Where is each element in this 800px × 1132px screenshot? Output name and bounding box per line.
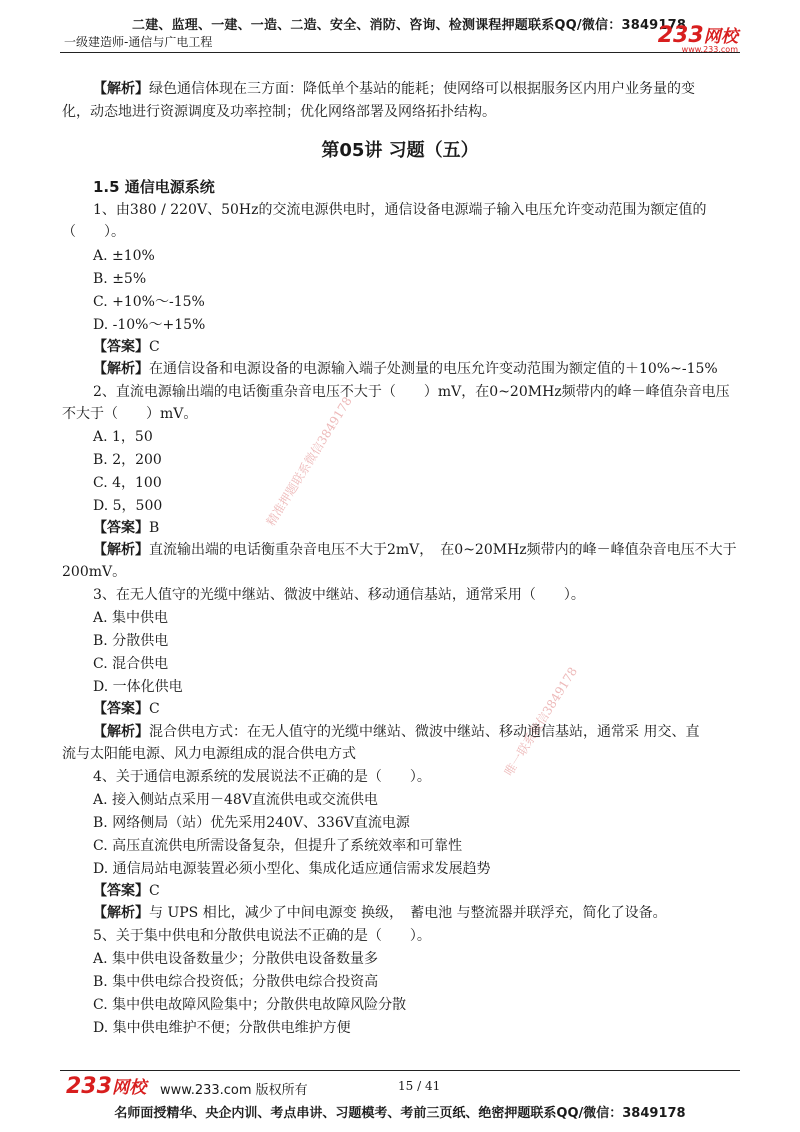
question-2-stem-cont: 不大于（ ）mV。	[62, 406, 198, 422]
question-3-option-d: D. 一体化供电	[93, 679, 183, 695]
intro-analysis-text: 绿色通信体现在三方面：降低单个基站的能耗；使网络可以根据服务区内用户业务量的变	[149, 81, 695, 97]
answer-value: C	[149, 339, 160, 355]
question-5-stem: 5、关于集中供电和分散供电说法不正确的是（ ）。	[93, 928, 431, 944]
question-1-stem: 1、由380 / 220V、50Hz的交流电源供电时，通信设备电源端子输入电压允许变动范围为额定值的	[93, 202, 707, 218]
analysis-text: 混合供电方式：在无人值守的光缆中继站、微波中继站、移动通信基站，通常采 用交、直	[149, 724, 700, 740]
footer-logo	[66, 1073, 146, 1099]
question-5-option-c: C. 集中供电故障风险集中；分散供电故障风险分散	[93, 997, 407, 1013]
question-4-option-b: B. 网络侧局（站）优先采用240V、336V直流电源	[93, 815, 410, 831]
question-1-option-b: B. ±5%	[93, 271, 147, 287]
analysis-label: 【解析】	[93, 905, 149, 921]
logo-text: 网校	[111, 1078, 147, 1098]
question-1-option-d: D. -10%～+15%	[93, 317, 206, 333]
question-1-option-c: C. +10%～-15%	[93, 294, 205, 310]
analysis-label: 【解析】	[93, 361, 149, 377]
answer-label: 【答案】	[93, 701, 149, 717]
footer-contact-line: 名师面授精华、央企内训、考点串讲、习题模考、考前三页纸、绝密押题联系QQ/微信：3849178	[114, 1106, 686, 1121]
header-contact-line: 二建、监理、一建、一造、二造、安全、消防、咨询、检测课程押题联系QQ/微信：3849178	[132, 18, 687, 33]
question-4-option-d: D. 通信局站电源装置必须小型化、集成化适应通信需求发展趋势	[93, 861, 491, 877]
logo-text: 网校	[703, 27, 738, 47]
analysis-text: 直流输出端的电话衡重杂音电压不大于2mV， 在0~20MHz频带内的峰－峰值杂音电压不大于	[149, 542, 737, 558]
question-1-analysis	[93, 359, 718, 379]
analysis-text: 在通信设备和电源设备的电源输入端子处测量的电压允许变动范围为额定值的＋10%~-15%	[149, 361, 718, 377]
question-1-option-a: A. ±10%	[93, 248, 155, 264]
question-3-answer	[93, 699, 160, 719]
answer-label: 【答案】	[93, 883, 149, 899]
logo-number: 233	[66, 1074, 112, 1099]
watermark-1: 精准押题联系微信3849178	[263, 394, 355, 529]
question-2-analysis-cont: 200mV。	[62, 564, 127, 580]
answer-value: B	[149, 520, 160, 536]
question-4-option-c: C. 高压直流供电所需设备复杂，但提升了系统效率和可靠性	[93, 838, 463, 854]
analysis-text: 与 UPS 相比，减少了中间电源变 换级， 蓄电池 与整流器并联浮充，简化了设备。	[149, 905, 667, 921]
question-2-stem: 2、直流电源输出端的电话衡重杂音电压不大于（ ）mV，在0~20MHz频带内的峰－峰值杂音电压	[93, 384, 730, 400]
question-3-option-a: A. 集中供电	[93, 610, 169, 626]
question-2-answer	[93, 518, 159, 538]
header-subject: 一级建造师-通信与广电工程	[64, 35, 213, 49]
question-2-option-c: C. 4，100	[93, 475, 162, 491]
question-1-answer	[93, 337, 160, 357]
footer-rule	[60, 1070, 740, 1071]
answer-value: C	[149, 701, 160, 717]
intro-analysis-line-2: 化，动态地进行资源调度及功率控制；优化网络部署及网络拓扑结构。	[62, 104, 496, 120]
analysis-label: 【解析】	[93, 724, 149, 740]
intro-analysis-line-1	[93, 79, 695, 99]
question-4-stem: 4、关于通信电源系统的发展说法不正确的是（ ）。	[93, 769, 431, 785]
logo-number: 233	[657, 23, 704, 48]
footer-copyright: www.233.com 版权所有	[160, 1083, 308, 1098]
question-2-option-d: D. 5，500	[93, 498, 163, 514]
answer-label: 【答案】	[93, 520, 149, 536]
watermark-2: 唯一联系微信3849178	[501, 664, 581, 779]
question-5-option-b: B. 集中供电综合投资低；分散供电综合投资高	[93, 974, 379, 990]
answer-label: 【答案】	[93, 339, 149, 355]
question-3-analysis	[93, 722, 699, 742]
page-title: 第05讲 习题（五）	[321, 140, 479, 161]
question-3-analysis-cont: 流与太阳能电源、风力电源组成的混合供电方式	[62, 746, 356, 762]
question-2-option-a: A. 1，50	[93, 429, 153, 445]
analysis-label: 【解析】	[93, 81, 149, 97]
question-2-analysis	[93, 540, 737, 560]
section-heading: 1.5 通信电源系统	[93, 178, 215, 196]
question-1-stem-cont: （ ）。	[62, 224, 125, 240]
question-4-analysis	[93, 903, 667, 923]
question-3-option-c: C. 混合供电	[93, 656, 169, 672]
question-5-option-a: A. 集中供电设备数量少；分散供电设备数量多	[93, 951, 379, 967]
page-number: 15 / 41	[398, 1079, 441, 1093]
question-5-option-d: D. 集中供电维护不便；分散供电维护方便	[93, 1020, 351, 1036]
question-3-stem: 3、在无人值守的光缆中继站、微波中继站、移动通信基站，通常采用（ ）。	[93, 587, 585, 603]
question-4-answer	[93, 881, 160, 901]
question-4-option-a: A. 接入侧站点采用－48V直流供电或交流供电	[93, 792, 378, 808]
answer-value: C	[149, 883, 160, 899]
logo-url: www.233.com	[681, 45, 738, 54]
analysis-label: 【解析】	[93, 542, 149, 558]
question-2-option-b: B. 2，200	[93, 452, 162, 468]
question-3-option-b: B. 分散供电	[93, 633, 169, 649]
